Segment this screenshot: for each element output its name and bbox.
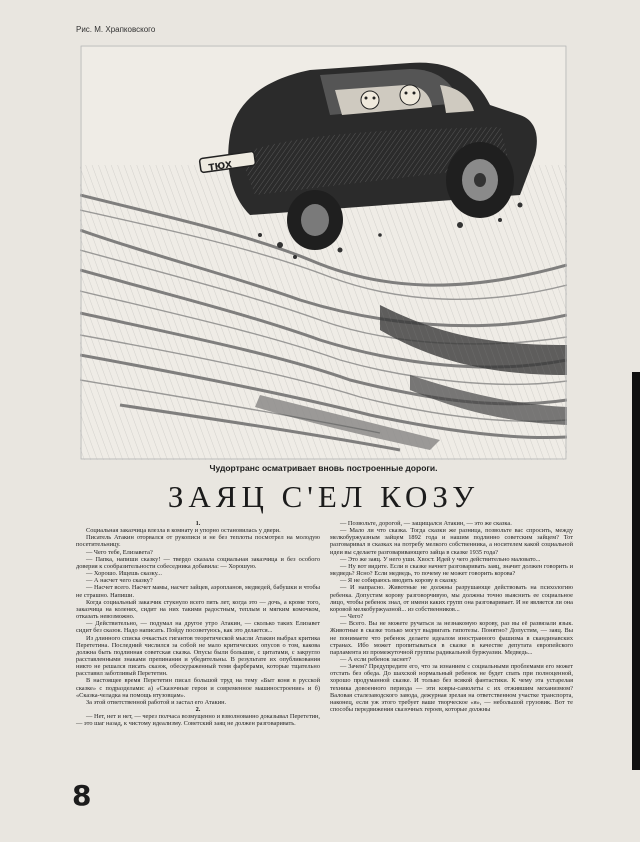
paragraph: — Всего. Вы не можете ручаться за незнакомую корову, раз вы её развязали язык. Животные в сказке только могут выдвигать гипотезы. Понятно? Допустим, — заяц. Вы не понимаете что ребенок делаете идеалом иностранного фашизма в скандинавских странах. Ибо может пропитываться в сказке в качестве депутата европейского парламента из промежуточной группы радикальной буржуазии. Медведь... — [330, 620, 573, 656]
paragraph: — Хорошо. Ищешь сказку... — [86, 570, 162, 578]
paragraph: За этой ответственной работой и застал его Атакин. — [86, 698, 227, 706]
section-number: 2. — [195, 706, 201, 714]
section-number: 1. — [195, 520, 201, 527]
car-on-road-illustration — [80, 45, 567, 460]
illustration-drawing — [80, 45, 567, 460]
paragraph: Писатель Атакин оторвался от рукописи и не без теплоты посмотрел на молодую посетительницу. — [76, 534, 320, 549]
paragraph: В настоящее время Перететин писал большой труд на тему «Быт коня в русской сказке» с подразделами: а) «Сказочные герои и современное машиностроение» и б) «Сказка-челадка на помощь втузовцам». — [76, 677, 320, 699]
article-title: ЗАЯЦ С'ЕЛ КОЗУ — [167, 479, 480, 514]
paragraph: — А насчет чего сказку? — [86, 577, 153, 585]
license-plate-text: ТЮХ — [208, 160, 233, 174]
paragraph: — Зачем? Предупредите его, что за изнанием с социальными проблемами его может отстать без обеда. До шахской нормальный ребенок не будет спать при полноценной, хорошо продуманной сказке. И только без всякой фантастики. К чему эта устарелая техника довоенного периода — эти ковры-самолеты с их отжившим механизмом? Валовая сталезаводского завода, дежурная зрелая на ответственном участке транспорта, наконец, если уж этого требует ваше творческое «я», — небольшой грузовик. Вот те способы передвижения сказочных героев, которые должны — [330, 663, 573, 714]
paragraph: — Действительно, — подумал на другое утро Атакин, — сколько таких Елизавет сидит без сказок. Надо написать. Пойду посоветуюсь, как это делается... — [76, 620, 320, 635]
paragraph: — Нет, нет и нет, — через полчаса возмущенно и взволнованно доказывал Перететин, — это шаг назад, к чистому идеализму. Советский заяц не должен разговаривать. — [76, 713, 320, 728]
paragraph: — Я не собираюсь вводить корову в сказку. — [340, 577, 458, 585]
paragraph: — Мало ли что сказка. Тогда сказки же разница, позвольте вас спросить, между мелкобуржуазным зайцем 1892 года и нашим подлинно советским зайцем? Тот разговаривал в сказках на потребу мелкого собственника, а носителем какой социальной идеи вы сделаете разговаривающего зайца в сказке 1935 года? — [330, 527, 573, 556]
paragraph: — Чего? — [340, 613, 364, 621]
paragraph: — А если ребенок заснет? — [340, 655, 412, 663]
paragraph: — Насчет всего. Насчет мамы, насчет зайцев, аэропланов, медведей, бабушки и чтобы не страшно. Напиши. — [76, 584, 320, 599]
page-number: 8 — [72, 779, 92, 812]
paragraph: Из длинного списка очкастых гигантов теоретической мысли Атакин выбрал критика Перететина. Последний числился за собой не мало критических опусов о том, какова должна быть подлинная советская сказка. Опусы были большие, с цитатами, с закругло расставленными знаками препинания и убедительны. В результате их опубликования никто не решался писать сказок, обескураженный темя фарберами, которые тщательно расставил заботливый Перететин. — [76, 634, 320, 678]
paragraph: Когда социальный заказчик стукнуло всего пять лет, когда это — дочь, а кроме того, заказчица на коленях, сидит на них такими радостным, теплым и мягким комочком, отказать невозможно. — [76, 598, 320, 621]
paragraph: — Позвольте, дорогой, — защищался Атакин, — это же сказка. — [340, 520, 512, 527]
page-edge-mark — [632, 372, 640, 770]
illustration-caption: Чудортранс осматривает вновь построенные дороги. — [209, 463, 438, 473]
paragraph: — Папка, напиши сказку! — твердо сказала социальная заказчица и без особого доверия к сообразительности собеседника добавила: — Хорошую. — [76, 555, 320, 570]
paragraph: — Это же заяц. У него уши. Хвост. Идей у чего действительно маловато... — [340, 555, 541, 563]
paragraph: — Ну вот видите. Если в сказке начнет разговаривать заяц, значит должен говорить и медведь? Ясно? Если медведь, то почему не может говорить корова? — [330, 562, 573, 578]
right-text-column — [330, 520, 573, 713]
paragraph: Социальная заказчица влезла в комнату и упорно остановилась у двери. — [86, 527, 281, 535]
paragraph: — И напрасно. Животные не должны разрушающе действовать на психологию ребенка. Допустим корову разговорчивую, мы должны точно выяснить ее социальное лицо, чтобы ребенок знал, от имени каких групп она разговаривает. И не является ли она коровой мелкобуржуазной... из собственников... — [330, 584, 573, 613]
paragraph: — Чего тебе, Елизавета? — [86, 548, 153, 556]
illustration-credit: Рис. М. Храпковского — [76, 25, 156, 34]
left-text-column — [76, 520, 320, 728]
